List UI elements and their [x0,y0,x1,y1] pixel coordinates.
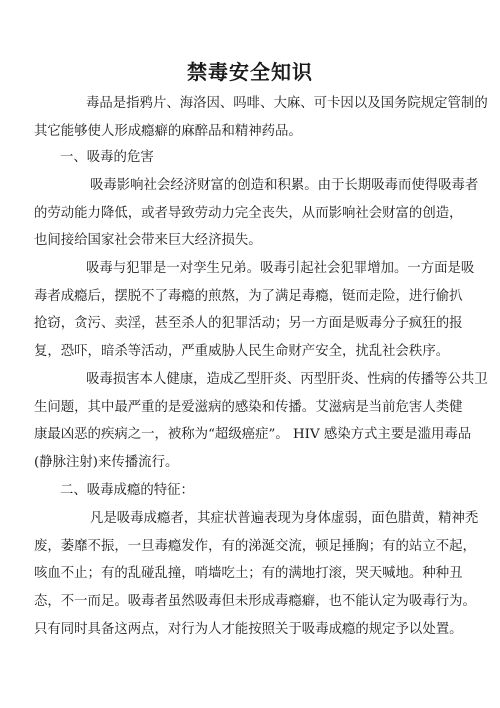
s2p1-line-5: 只有同时具备这两点，对行为人才能按照关于吸毒成瘾的规定予以处置。 [34,621,463,637]
s1p1-line-3: 也间接给国家社会带来巨大经济损失。 [34,233,262,249]
document-title: 禁毒安全知识 [187,60,313,84]
s1p3-line-1: 吸毒损害本人健康，造成乙型肝炎、丙型肝炎、性病的传播等公共卫 [86,372,488,387]
intro-line-1: 毒品是指鸦片、海洛因、吗啡、大麻、可卡因以及国务院规定管制的 [86,96,488,111]
s1p1-line-1: 吸毒影响社会经济财富的创造和积累。由于长期吸毒而使得吸毒者 [90,178,479,193]
s2p1-line-1: 凡是吸毒成瘾者，其症状普遍表现为身体虚弱，面色腊黄，精神禿 [90,511,479,526]
section1-paragraph-1 [34,172,479,255]
s2p1-line-4: 态，不一而足。吸毒者虽然吸毒但未形成毒瘾癖，也不能认定为吸毒行为。 [34,594,476,610]
s1p2-line-3: 抢窃，贪污、卖淫，甚至杀人的犯罪活动；另一方面是贩毒分子疯狂的报 [34,316,463,332]
s1p2-line-4: 复，恐吓，暗杀等活动，严重威胁人民生命财产安全，扰乱社会秩序。 [34,344,450,360]
s1p3-line-2: 生问题，其中最严重的是爱滋病的感染和传播。艾滋病是当前危害人类健 [34,399,463,415]
section1-paragraph-3 [34,366,488,477]
section2-heading: 二、吸毒成瘾的特征： [60,483,194,498]
s2p1-line-3: 咳血不止；有的乱碰乱撞，哨墙吃土；有的满地打滚，哭天喊地。种种丑 [34,566,463,582]
section2-paragraph-1 [34,505,479,644]
section1-paragraph-2 [34,255,475,366]
section1-heading: 一、吸毒的危害 [60,150,154,165]
s1p2-line-1: 吸毒与犯罪是一对孪生兄弟。吸毒引起社会犯罪增加。一方面是吸 [86,261,475,276]
s2p1-line-2: 废，萎靡不振，一旦毒瘾发作，有的涕涎交流，顿足捶胸；有的站立不起， [34,538,476,554]
intro-paragraph [34,90,488,145]
s1p3-line-3: 康最凶恶的疾病之一，被称为“超级癌症”。 HIV 感染方式主要是滥用毒品 [34,427,472,443]
s1p3-line-4: (静脉注射)来传播流行。 [34,455,179,471]
s1p2-line-2: 毒者成瘾后，摆脱不了毒瘾的煎熬，为了满足毒瘾，铤而走险，进行偷扒 [34,288,463,304]
s1p1-line-2: 的劳动能力降低，或者导致劳动力完全丧失，从而影响社会财富的创造， [34,205,463,221]
intro-line-2: 其它能够使人形成瘾癖的麻醉品和精神药品。 [34,123,302,139]
